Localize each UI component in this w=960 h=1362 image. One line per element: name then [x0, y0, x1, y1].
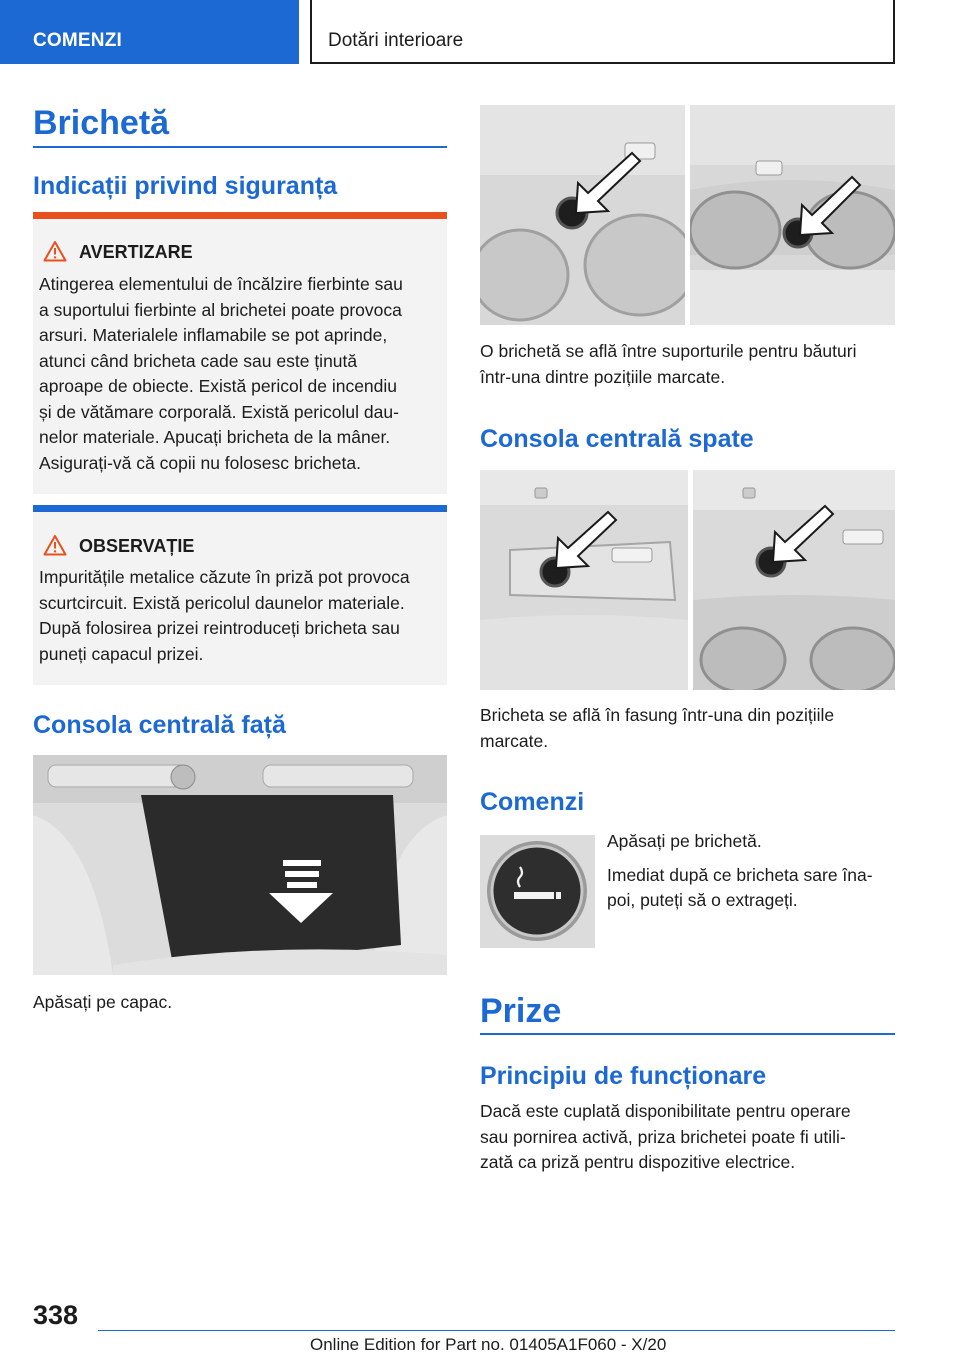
- principle-line: Dacă este cuplată disponibilitate pentru operare: [480, 1101, 851, 1121]
- warning-triangle-icon: [43, 534, 67, 556]
- rear-caption: [480, 703, 834, 754]
- rear-caption-line: Bricheta se află în fasung într-una din pozițiile: [480, 705, 835, 725]
- front-console-photo: [33, 755, 447, 975]
- controls-steps: [607, 829, 873, 914]
- controls-heading: Comenzi: [480, 788, 585, 816]
- principle-text: [480, 1099, 851, 1176]
- rear-console-photo-left: [480, 470, 688, 690]
- front-console-heading: Consola centrală față: [33, 711, 286, 739]
- controls-step: poi, puteți să o extrageți.: [607, 890, 798, 910]
- notice-box: [33, 505, 447, 685]
- warning-triangle-icon: [43, 240, 67, 262]
- cupholder-photo-left: [480, 105, 685, 325]
- safety-heading: Indicații privind siguranța: [33, 172, 338, 200]
- sockets-rule: [480, 1033, 895, 1035]
- title-rule: [33, 146, 447, 148]
- controls-step: Apăsați pe brichetă.: [607, 831, 762, 851]
- notice-line: Impuritățile metalice căzute în priză pot provoca: [39, 567, 410, 587]
- warning-line: atunci când bricheta cade sau este ținută: [39, 350, 358, 371]
- top-caption-line: O brichetă se află între suporturile pentru băuturi: [480, 341, 857, 361]
- warning-text: [39, 272, 439, 476]
- warning-bar: [33, 212, 447, 219]
- top-caption-line: într-una dintre pozițiile marcate.: [480, 366, 726, 387]
- warning-line: aproape de obiecte. Există pericol de incendiu: [39, 376, 398, 396]
- page-title: Brichetă: [33, 104, 170, 142]
- chapter-tab: [0, 0, 299, 64]
- edition-text: Online Edition for Part no. 01405A1F060 - X/20: [310, 1335, 667, 1354]
- front-console-caption: Apăsați pe capac.: [33, 992, 173, 1012]
- section-title: Dotări interioare: [328, 30, 464, 51]
- controls-step: Imediat după ce bricheta sare îna-: [607, 864, 873, 885]
- cigarette-lighter-icon: [480, 835, 595, 948]
- warning-line: nelor materiale. Apucați bricheta de la mâner.: [39, 427, 391, 447]
- principle-line: zată ca priză pentru dispozitive electrice.: [480, 1152, 796, 1172]
- section-header: [310, 0, 895, 64]
- rear-console-heading: Consola centrală spate: [480, 425, 754, 453]
- chapter-tab-label: COMENZI: [33, 30, 123, 51]
- warning-label: AVERTIZARE: [79, 242, 193, 262]
- warning-box: [33, 212, 447, 494]
- footer-rule: [98, 1330, 895, 1331]
- warning-line: Asigurați-vă că copii nu folosesc bricheta.: [39, 452, 361, 473]
- principle-heading: Principiu de funcționare: [480, 1062, 767, 1090]
- warning-line: Atingerea elementului de încălzire fierbinte sau: [39, 274, 403, 294]
- top-caption: [480, 339, 856, 390]
- rear-console-photo-right: [693, 470, 895, 690]
- cupholder-photo-right: [690, 105, 895, 325]
- principle-line: sau pornirea activă, priza brichetei poate fi utili-: [480, 1126, 846, 1147]
- page-number: 338: [33, 1300, 79, 1330]
- lighter-button-photo: [480, 835, 595, 948]
- notice-text: [39, 565, 439, 667]
- rear-caption-line: marcate.: [480, 730, 549, 751]
- sockets-title: Prize: [480, 992, 562, 1030]
- notice-bar: [33, 505, 447, 512]
- notice-label: OBSERVAȚIE: [79, 536, 195, 556]
- notice-line: puneți capacul prizei.: [39, 643, 204, 664]
- notice-line: scurtcircuit. Există pericolul daunelor materiale.: [39, 592, 405, 613]
- warning-line: și de vătămare corporală. Există pericolul dau-: [39, 401, 399, 422]
- warning-line: a suportului fierbinte al brichetei poate provoca: [39, 299, 402, 320]
- warning-line: arsuri. Materialele inflamabile se pot aprinde,: [39, 325, 388, 345]
- notice-line: După folosirea prizei reintroduceți bricheta sau: [39, 618, 400, 638]
